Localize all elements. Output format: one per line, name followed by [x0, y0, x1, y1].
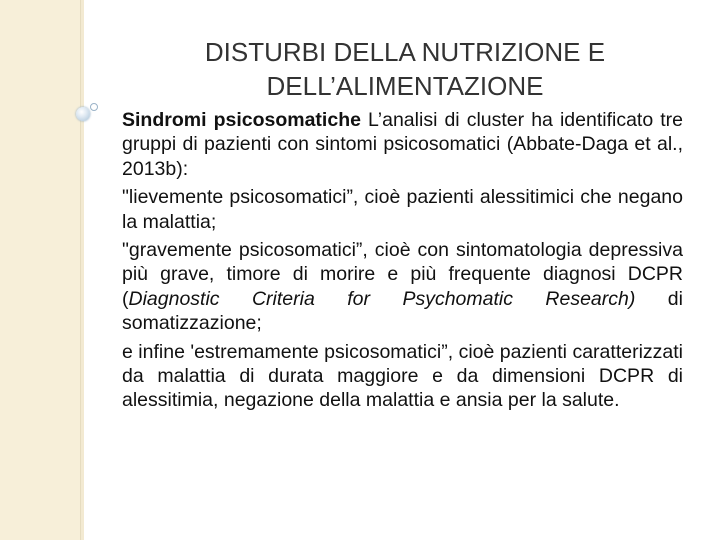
slide-title	[120, 35, 690, 103]
lievemente-text: "lievemente psicosomatici”, cioè pazienti alessitimici che negano la malattia;	[122, 186, 683, 233]
decorative-small-circle-icon	[90, 103, 98, 111]
decorative-side-band	[0, 0, 81, 540]
intro-text: L’analisi di cluster ha identificato tre gruppi di pazienti con sintomi psicosomatici (Abbate-Daga et al., 2013b):	[122, 109, 683, 180]
gravemente-italic: Diagnostic Criteria for Psychomatic Research)	[128, 287, 636, 310]
title-line-1: DISTURBI DELLA NUTRIZIONE E	[204, 37, 606, 68]
gravemente-text-after: di somatizzazione;	[122, 287, 683, 335]
paragraph-gravemente	[122, 238, 683, 336]
slide-body	[122, 108, 683, 413]
decorative-circle-icon	[76, 107, 90, 121]
paragraph-estremamente	[122, 340, 683, 413]
paragraph-lievemente	[122, 185, 683, 234]
intro-bold-heading: Sindromi psicosomatiche	[122, 109, 361, 131]
estremamente-text: e infine 'estremamente psicosomatici”, cioè pazienti caratterizzati da malattia di durata maggiore e da dimensioni DCPR di alessitimia, negazione della malattia e ansia per la salute.	[122, 340, 683, 412]
paragraph-intro	[122, 108, 683, 181]
gravemente-text-before: "gravemente psicosomatici”, cioè con sintomatologia depressiva più grave, timore di morire e più frequente diagnosi DCPR (	[122, 239, 683, 310]
title-line-2: DELL’ALIMENTAZIONE	[266, 71, 544, 102]
